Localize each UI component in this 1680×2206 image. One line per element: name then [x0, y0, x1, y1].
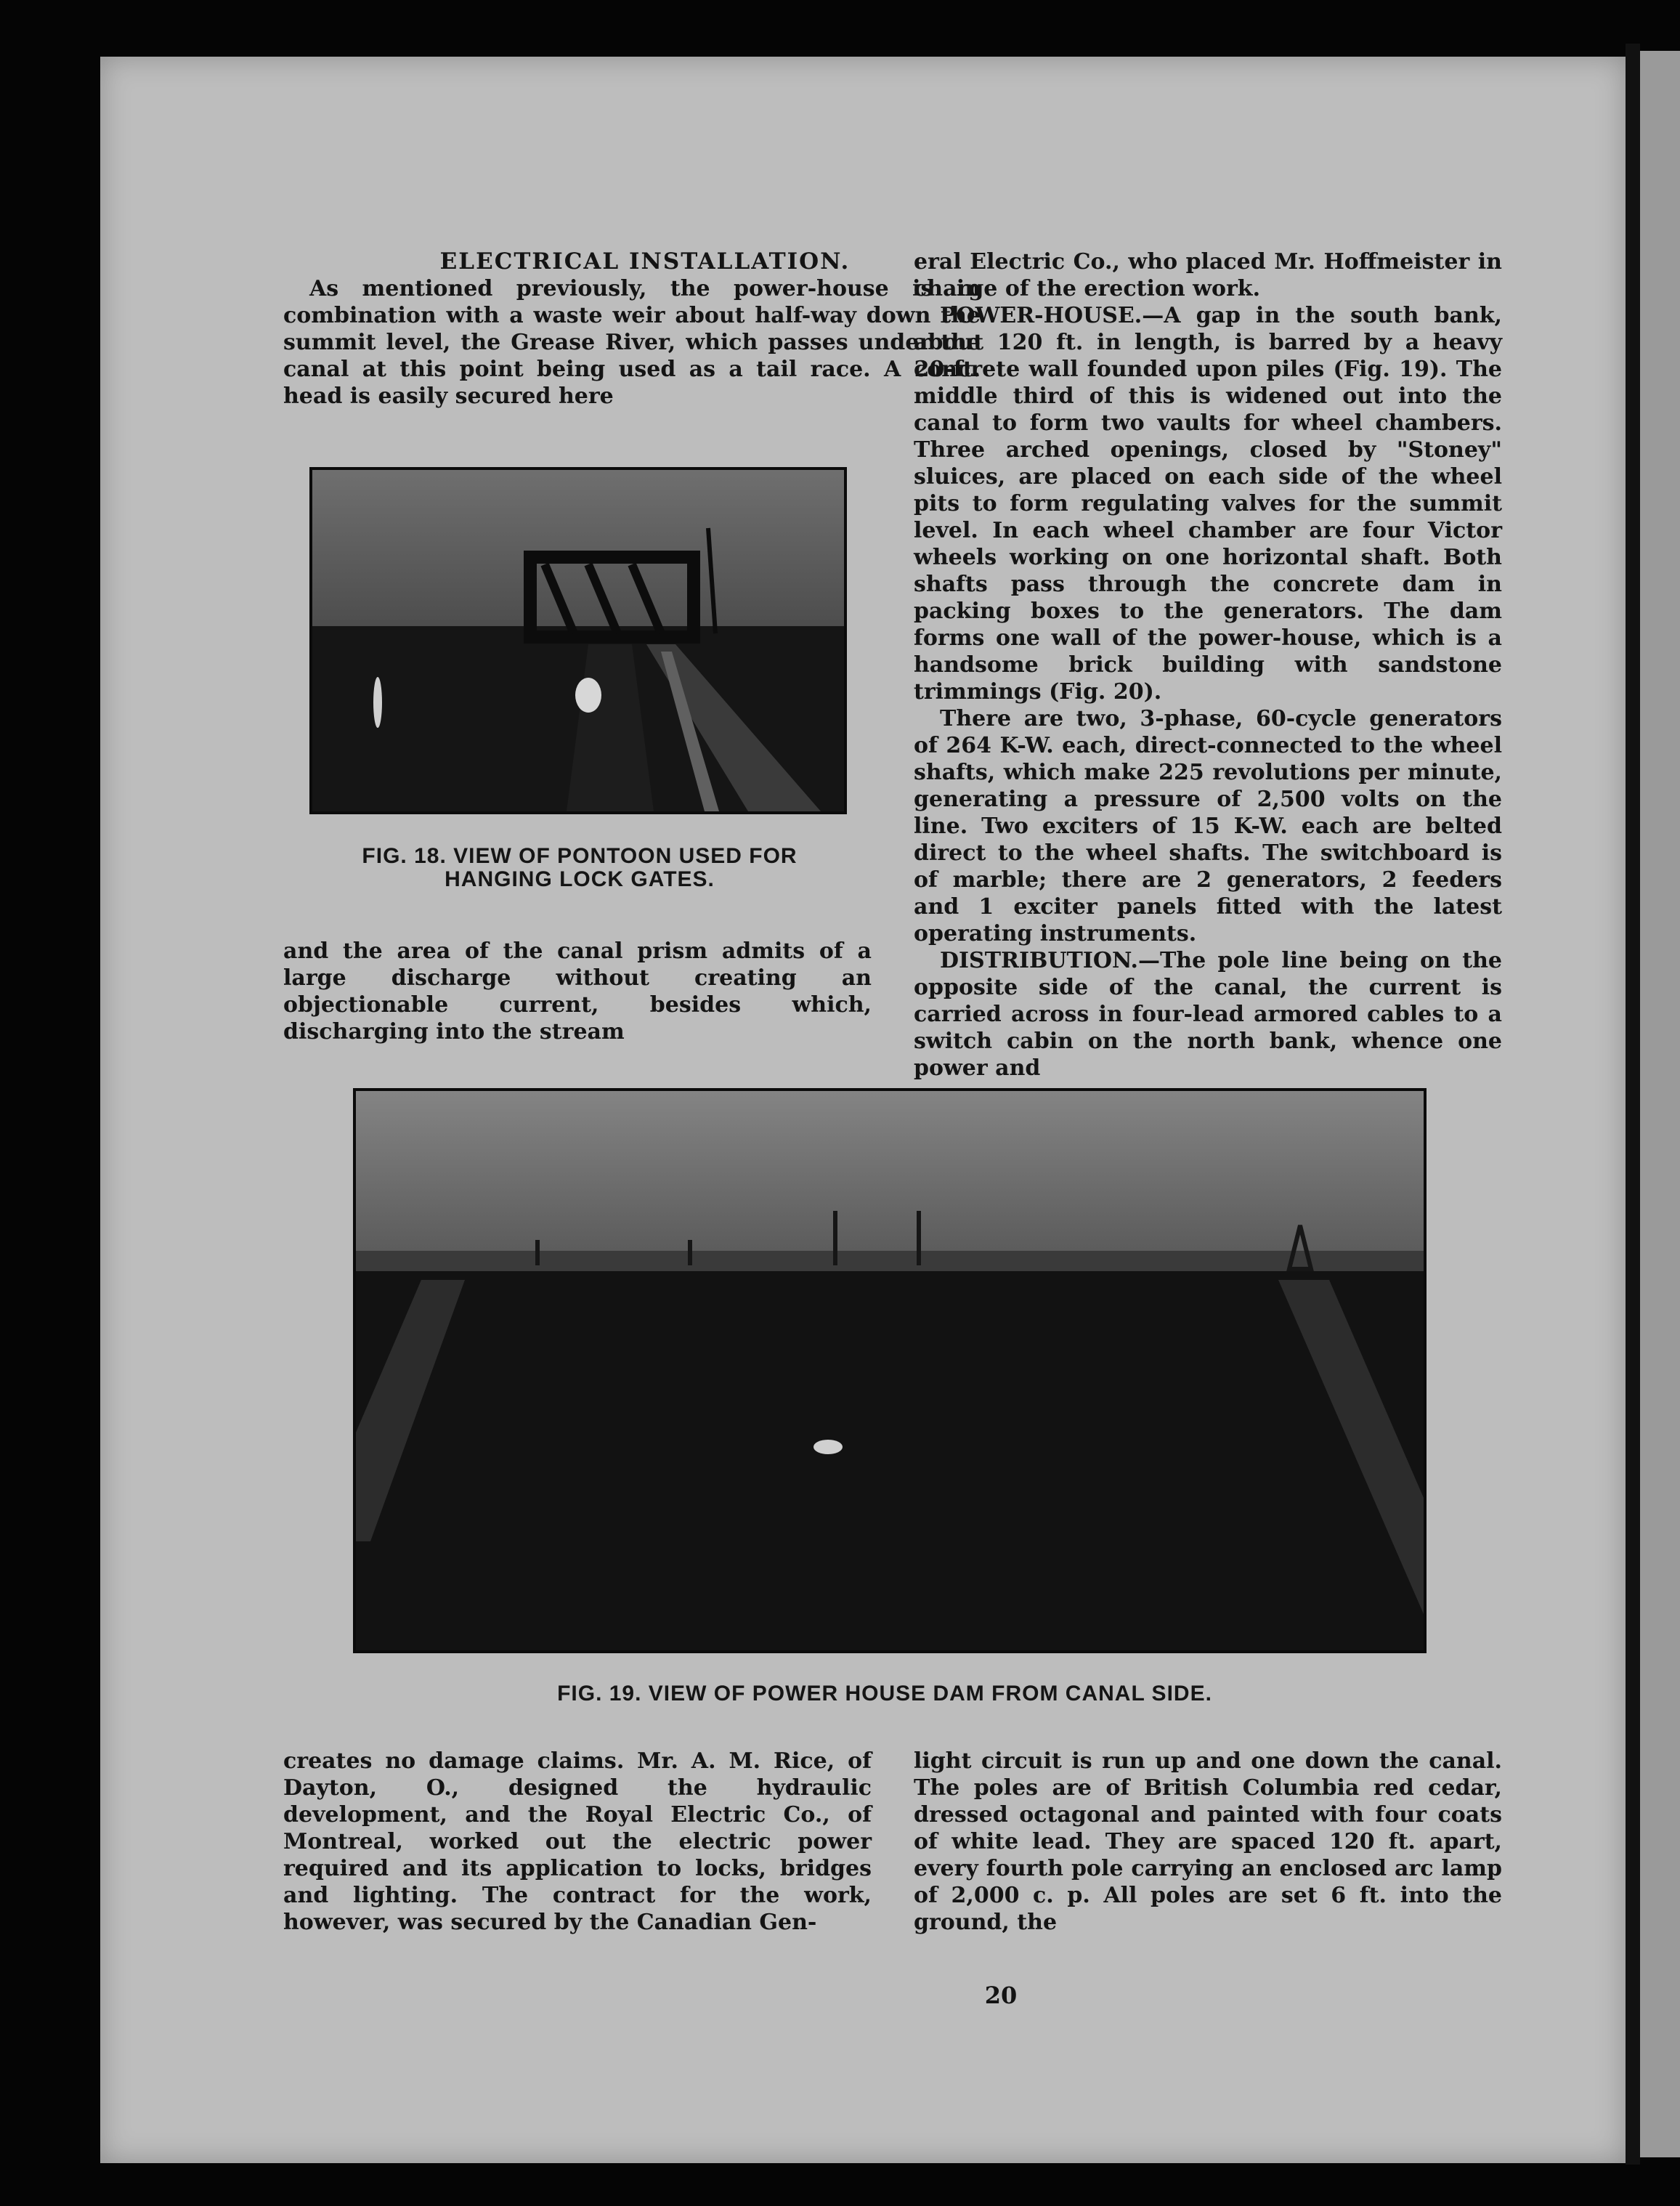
body-paragraph: POWER-HOUSE.—A gap in the south bank, about 120 ft. in length, is barred by a heavy concrete wall founded upon piles (Fig. 19). The middle third of this is widened out into the canal to form two vaults for wheel chambers. Three arched openings, closed by "Stoney" sluices, are placed on each side of the wheel pits to form regulating valves for the summit level. In each wheel chamber are four Victor wheels working on one horizontal shaft. Both shafts pass through the concrete dam in packing boxes to the generators. The dam forms one wall of the power-house, which is a handsome brick building with sandstone trimmings (Fig. 20).: [914, 303, 1502, 705]
body-paragraph: DISTRIBUTION.—The pole line being on the opposite side of the canal, the current is carried across in four-lead armored cables to a switch cabin on the north bank, whence one power and: [914, 948, 1502, 1081]
left-column-top: [283, 248, 981, 410]
body-paragraph: There are two, 3-phase, 60-cycle generators of 264 K-W. each, direct-connected to the wheel shafts, which make 225 revolutions per minute, generating a pressure of 2,500 volts on the line. Two exciters of 15 K-W. each are belted direct to the wheel shafts. The switchboard is of marble; there are 2 generators, 2 feeders and 1 exciter panels fitted with the latest operating instruments.: [914, 706, 1502, 946]
section-heading: ELECTRICAL INSTALLATION.: [439, 248, 851, 275]
right-column-top: [914, 248, 1502, 1082]
left-column-bottom: [283, 1748, 872, 1936]
fig19-caption: FIG. 19. VIEW OF POWER HOUSE DAM FROM CANAL SIDE.: [557, 1682, 1212, 1706]
fig18-caption: [304, 845, 856, 891]
power-house-dam-photo-graphic: [356, 1091, 1424, 1650]
fig18-caption-line2: HANGING LOCK GATES.: [445, 867, 715, 891]
document-page: [100, 57, 1626, 2163]
body-paragraph: and the area of the canal prism admits of a large discharge without creating an objectionable current, besides which, discharging into the stream: [283, 938, 872, 1045]
body-paragraph: creates no damage claims. Mr. A. M. Rice, of Dayton, O., designed the hydraulic development, and the Royal Electric Co., of Montreal, worked out the electric power required and its application to locks, bridges and lighting. The contract for the work, however, was secured by the Canadian Gen-: [283, 1748, 872, 1935]
fig18-caption-line1: FIG. 18. VIEW OF PONTOON USED FOR: [362, 844, 798, 868]
pontoon-photo-graphic: [312, 470, 844, 811]
body-paragraph: As mentioned previously, the power-house is in combination with a waste weir about half-way down the summit level, the Grease River, which passes under the canal at this point being used as a tail race. A 20-ft. head is easily secured here: [283, 276, 981, 409]
fig19-photo: [353, 1088, 1427, 1653]
fig18-photo: [309, 467, 847, 814]
adjacent-page-edge: [1640, 51, 1680, 2157]
page-number: 20: [984, 1982, 1018, 2009]
body-paragraph: eral Electric Co., who placed Mr. Hoffmeister in charge of the erection work.: [914, 249, 1502, 301]
left-column-mid: [283, 938, 872, 1045]
body-paragraph: light circuit is run up and one down the canal. The poles are of British Columbia red cedar, dressed octagonal and painted with four coats of white lead. They are spaced 120 ft. apart, every fourth pole carrying an enclosed arc lamp of 2,000 c. p. All poles are set 6 ft. into the ground, the: [914, 1748, 1502, 1935]
right-column-bottom: [914, 1748, 1502, 1936]
book-gutter-shadow: [1626, 44, 1640, 2165]
